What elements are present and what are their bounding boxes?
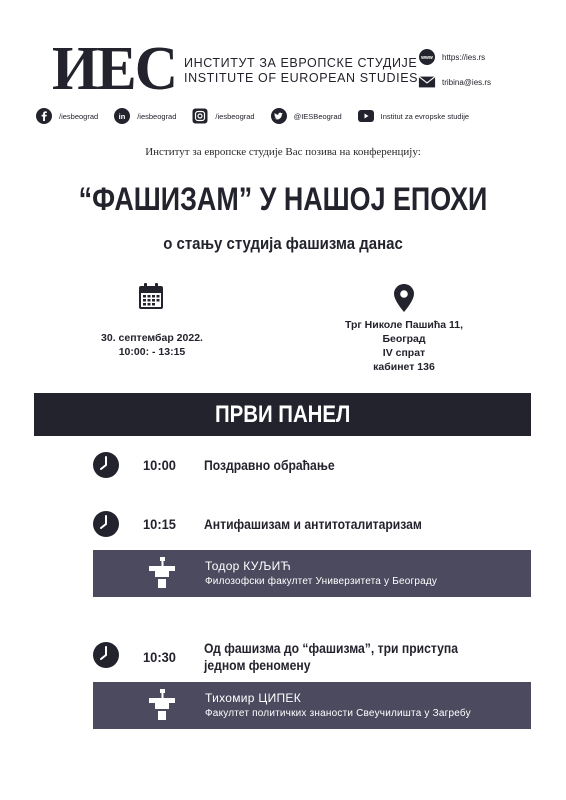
address-street: Трг Николе Пашића 11, — [344, 319, 464, 331]
social-linkedin[interactable] — [114, 108, 176, 124]
social-label: /iesbeograd — [59, 111, 99, 121]
item-time: 10:00 — [143, 457, 176, 473]
social-label: /iesbeograd — [137, 111, 177, 121]
svg-text:in: in — [118, 112, 126, 121]
address-city: Београд — [382, 333, 426, 345]
calendar-icon — [138, 282, 164, 315]
social-facebook[interactable] — [36, 108, 98, 124]
svg-text:www: www — [421, 55, 433, 61]
podium-icon — [147, 689, 177, 723]
program-item — [0, 509, 566, 539]
email-contact[interactable] — [418, 73, 491, 91]
location-pin-icon — [394, 284, 414, 317]
podium-icon — [147, 557, 177, 591]
speaker-affiliation: Факултет политичких знаности Свеучилишта у Загребу — [205, 708, 471, 719]
program-item — [0, 450, 566, 480]
speaker-affiliation: Филозофски факултет Универзитета у Београду — [205, 576, 438, 587]
speaker-card — [93, 682, 531, 729]
institute-name-sr: ИНСТИТУТ ЗА ЕВРОПСКЕ СТУДИЈЕ — [184, 56, 418, 70]
twitter-icon — [271, 108, 287, 124]
topic-line: једном феномену — [204, 658, 311, 673]
social-label: @IESBeograd — [293, 111, 342, 121]
clock-icon — [92, 641, 120, 669]
instagram-icon — [192, 108, 208, 124]
institute-name-en: INSTITUTE OF EUROPEAN STUDIES — [184, 71, 419, 85]
logo: ИЕС — [52, 33, 177, 103]
social-label: Institut za evropske studije — [380, 111, 470, 121]
time-range: 10:00: - 13:15 — [118, 346, 186, 358]
conference-title: “ФАШИЗАМ” У НАШОЈ ЕПОХИ — [78, 181, 488, 217]
youtube-icon — [358, 108, 374, 124]
address-room: кабинет 136 — [373, 361, 435, 373]
social-label: /iesbeograd — [215, 111, 255, 121]
item-topic: Поздравно обраћање — [204, 458, 335, 473]
panel-title: ПРВИ ПАНЕЛ — [214, 400, 351, 428]
item-time: 10:15 — [143, 516, 176, 532]
invitation-text: Институт за европске студије Вас позива на конференцију: — [145, 146, 421, 158]
globe-icon — [418, 48, 436, 66]
item-time: 10:30 — [143, 649, 176, 665]
item-topic — [204, 640, 458, 674]
institute-name — [184, 56, 418, 86]
clock-icon — [92, 451, 120, 479]
email-link[interactable]: tribina@ies.rs — [442, 77, 492, 87]
linkedin-icon — [114, 108, 130, 124]
website-contact[interactable] — [418, 48, 485, 66]
facebook-icon — [36, 108, 52, 124]
topic-line: Од фашизма до “фашизма”, три приступа — [204, 641, 458, 656]
panel-header — [34, 393, 531, 436]
website-link[interactable]: https://ies.rs — [442, 52, 486, 62]
social-twitter[interactable] — [271, 108, 342, 124]
envelope-icon — [418, 73, 436, 91]
social-instagram[interactable] — [192, 108, 254, 124]
clock-icon — [92, 510, 120, 538]
social-links — [36, 108, 546, 124]
social-youtube[interactable] — [358, 108, 469, 124]
date-line: 30. септембар 2022. — [101, 332, 203, 344]
address-floor: IV спрат — [382, 347, 426, 359]
event-location — [330, 318, 478, 374]
speaker-name: Тодор КУЉИЋ — [205, 559, 292, 573]
item-topic: Антифашизам и антитоталитаризам — [204, 517, 422, 532]
event-date — [90, 331, 214, 359]
program-item — [0, 640, 566, 676]
speaker-card — [93, 550, 531, 597]
conference-subtitle: о стању студија фашизма данас — [163, 234, 403, 253]
speaker-name: Тихомир ЦИПЕК — [205, 691, 302, 705]
